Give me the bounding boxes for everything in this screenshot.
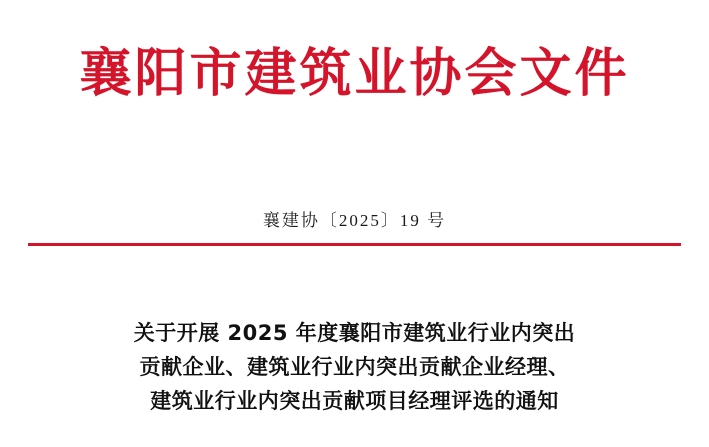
masthead	[0, 44, 709, 104]
masthead-title: 襄阳市建筑业协会文件	[79, 43, 630, 104]
document-title-line-2: 贡献企业、建筑业行业内突出贡献企业经理、	[139, 355, 570, 380]
document-title-line-3: 建筑业行业内突出贡献项目经理评选的通知	[150, 389, 559, 414]
document-number: 襄建协〔2025〕19 号	[262, 211, 447, 230]
document-title-line-1: 关于开展 2025 年度襄阳市建筑业行业内突出	[133, 321, 576, 345]
document-title	[62, 316, 647, 418]
red-divider-rule	[28, 243, 681, 246]
